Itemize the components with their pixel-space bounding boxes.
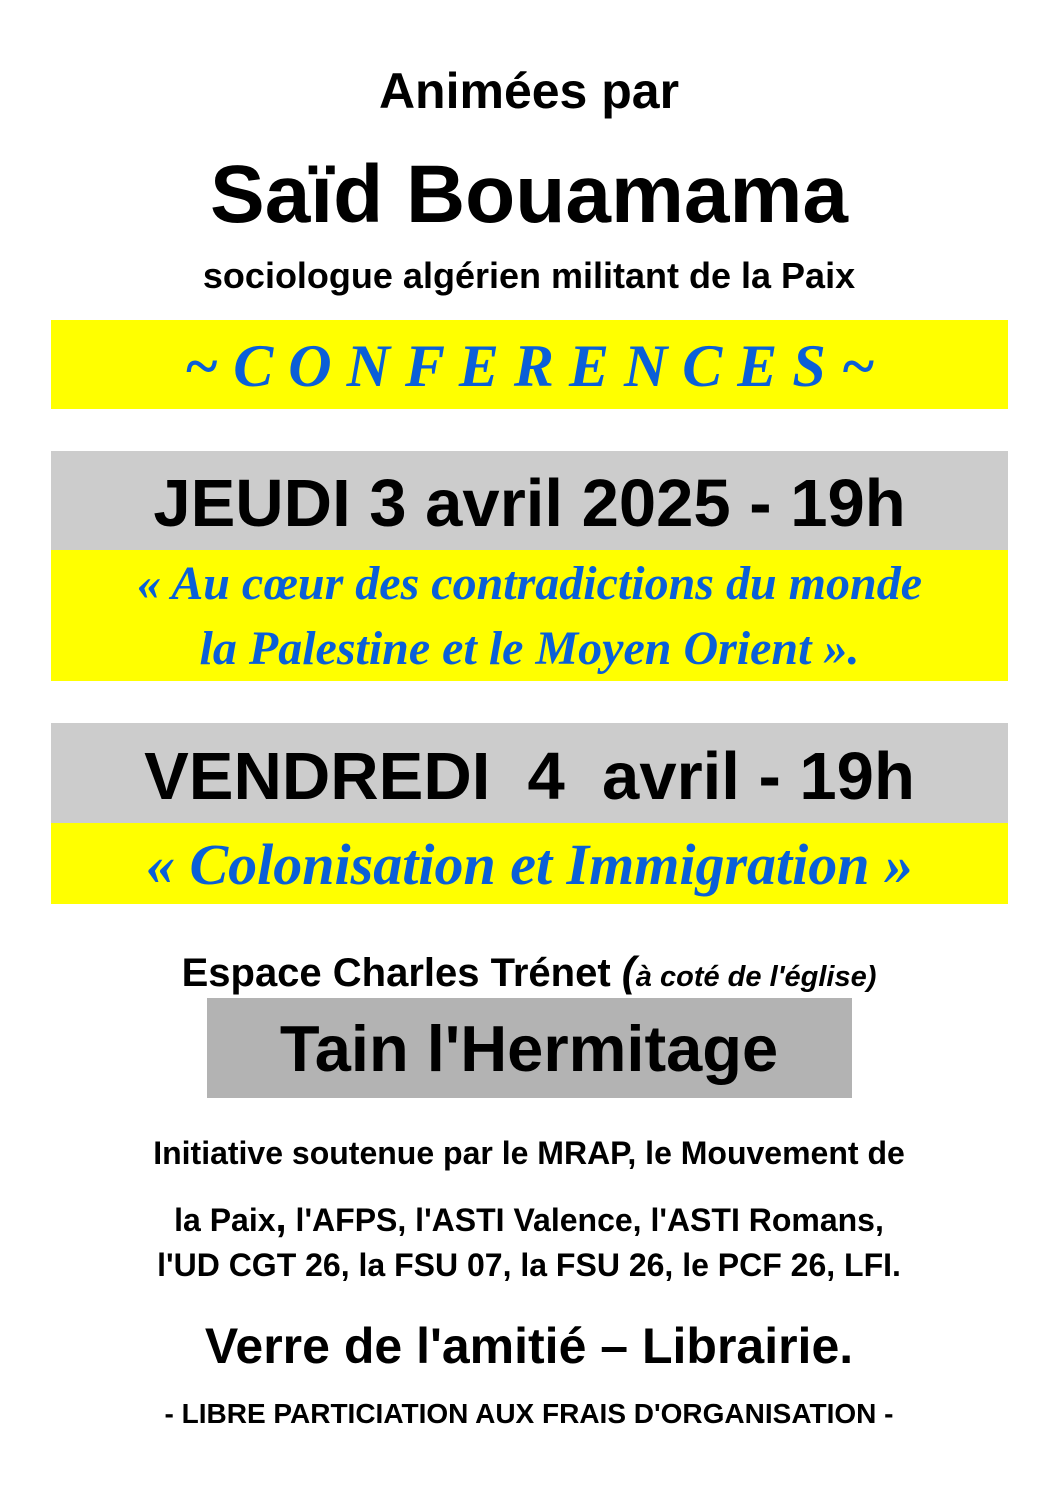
town-name: Tain l'Hermitage (279, 1012, 779, 1085)
event1-date-band (51, 451, 1008, 550)
speaker-role: sociologue algérien militant de la Paix (202, 255, 856, 296)
conferences-title: ~ C O N F E R E N C E S ~ (184, 333, 875, 399)
event2-title-band (51, 823, 1008, 904)
supporters-line3: l'UD CGT 26, la FSU 07, la FSU 26, le PCF 26, LFI. (157, 1247, 901, 1283)
venue-note: à coté de l'église) (635, 961, 877, 993)
event1-title-line1: « Au cœur des contradictions du monde (137, 557, 922, 610)
extras-text: Verre de l'amitié – Librairie. (204, 1318, 854, 1374)
venue-paren: ( (621, 948, 636, 995)
speaker-name: Saïd Bouamama (210, 149, 848, 240)
event1-date: JEUDI 3 avril 2025 - 19h (153, 466, 906, 541)
event1-title-line2: la Palestine et le Moyen Orient ». (199, 622, 860, 675)
venue-name: Espace Charles Trénet (181, 951, 622, 995)
event2-date-band (51, 723, 1008, 823)
supporters-line1: Initiative soutenue par le MRAP, le Mouvement de (153, 1135, 905, 1171)
supporters-line2-a: la Paix (174, 1202, 276, 1238)
participation-text: - LIBRE PARTICIATION AUX FRAIS D'ORGANISATION - (164, 1398, 894, 1429)
event2-title: « Colonisation et Immigration » (145, 832, 914, 897)
supporters-line2-b: l'AFPS, l'ASTI Valence, l'ASTI Romans, (286, 1202, 884, 1238)
event2-date: VENDREDI 4 avril - 19h (144, 739, 915, 814)
supporters-line2-comma: , (275, 1196, 287, 1240)
event1-title-band (51, 550, 1008, 681)
intro-text: Animées par (378, 63, 680, 119)
supporters-line2 (0, 1196, 1058, 1241)
venue-line (0, 948, 1058, 996)
conferences-banner (51, 320, 1008, 409)
